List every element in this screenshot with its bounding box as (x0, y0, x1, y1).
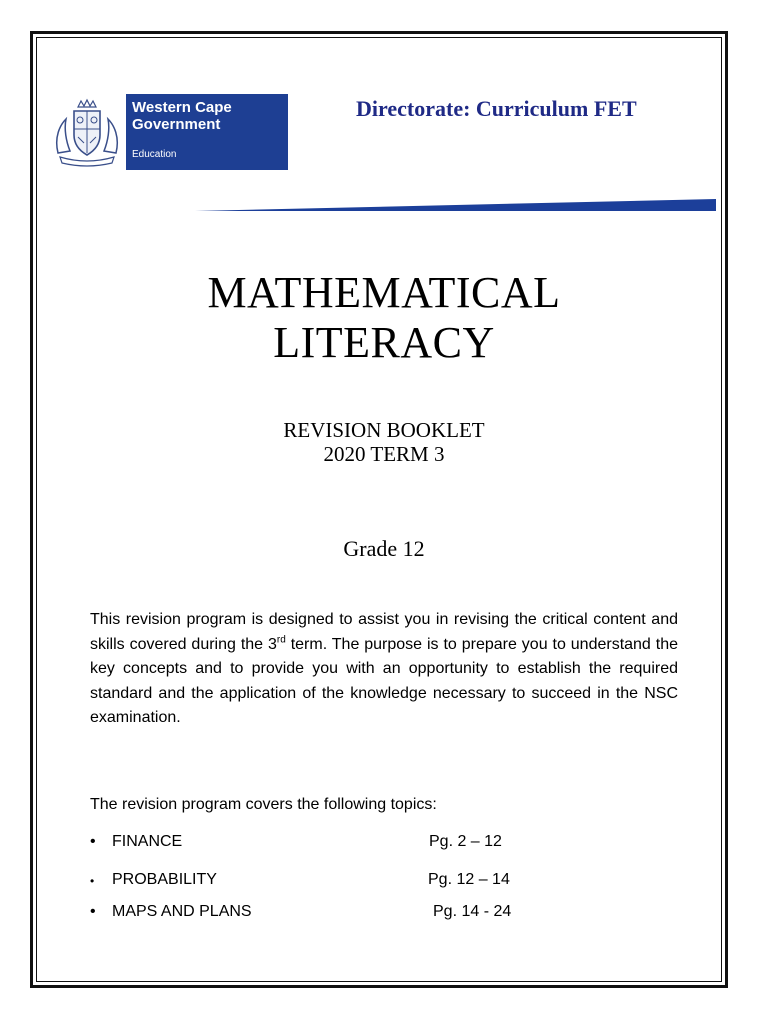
topics-intro: The revision program covers the following topics: (90, 796, 437, 813)
page-subtitle (0, 418, 768, 466)
intro-text-part-2: term. The purpose is to prepare you to understand the key concepts and to provide you with an opportunity to establish the required standard and the application of the knowledge necessary to succeed in the NSC examination. (90, 635, 678, 726)
bullet-icon: • (90, 903, 96, 920)
topic-pages: Pg. 12 – 14 (428, 871, 510, 888)
page-title (0, 268, 768, 368)
western-cape-government-logo (48, 94, 288, 170)
bullet-icon: • (90, 833, 96, 850)
directorate-heading: Directorate: Curriculum FET (356, 96, 637, 121)
topic-pages: Pg. 14 - 24 (433, 903, 512, 920)
topic-name: PROBABILITY (112, 871, 217, 888)
logo-text-government: Government (132, 116, 221, 133)
topic-name: MAPS AND PLANS (112, 903, 252, 920)
header-rule (195, 199, 716, 213)
logo-text-western-cape: Western Cape (132, 99, 232, 116)
topic-item-finance (90, 833, 590, 855)
logo-text-education: Education (132, 149, 177, 160)
intro-text-part-1: This revision program is designed to assist you in revising the critical content and skills covered during the 3 (90, 611, 678, 653)
bullet-icon: • (90, 874, 95, 888)
topic-item-probability (90, 871, 590, 893)
coat-of-arms-icon (48, 94, 126, 170)
grade-label: Grade 12 (343, 536, 425, 561)
title-line-1: MATHEMATICAL (207, 268, 561, 317)
subtitle-line-2: 2020 TERM 3 (323, 442, 445, 466)
topic-pages: Pg. 2 – 12 (429, 833, 502, 850)
intro-superscript: rd (276, 634, 286, 646)
title-line-2: LITERACY (273, 318, 495, 367)
topic-name: FINANCE (112, 833, 183, 850)
intro-paragraph (90, 608, 678, 731)
subtitle-line-1: REVISION BOOKLET (283, 418, 485, 442)
topic-item-maps-and-plans (90, 903, 590, 925)
